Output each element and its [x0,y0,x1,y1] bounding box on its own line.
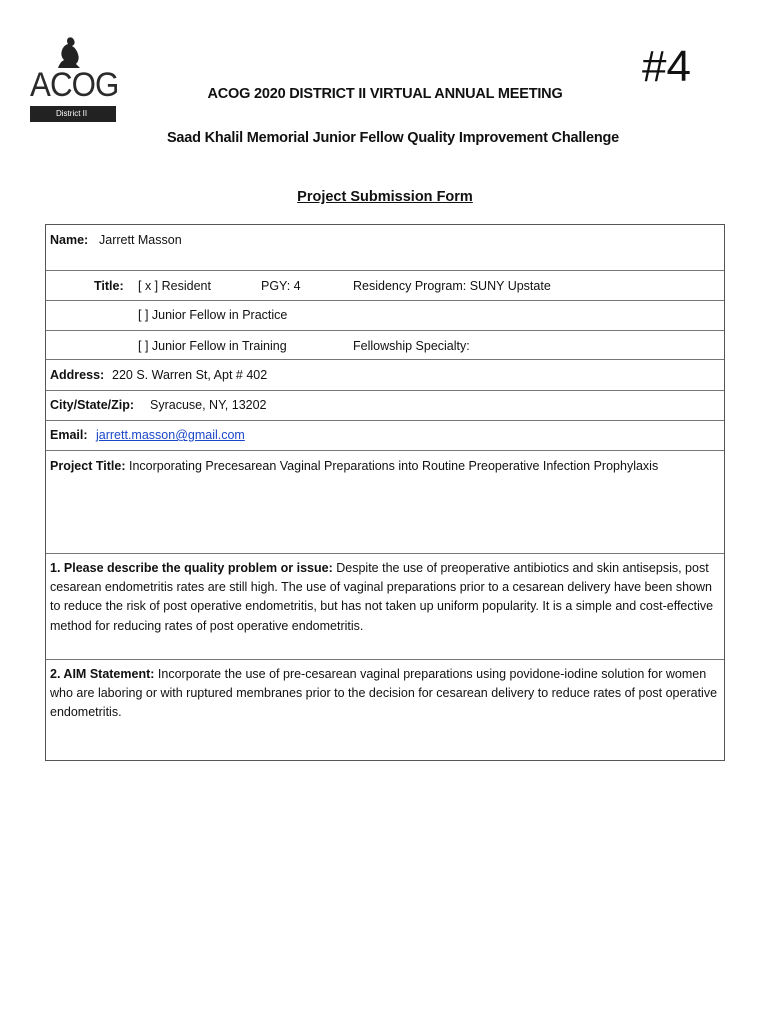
city-row [46,391,724,421]
aim-statement-text [50,665,718,723]
quality-problem-label: 1. Please describe the quality problem or issue: [50,561,333,575]
logo-wordmark: ACOG [30,66,119,104]
city-label: City/State/Zip: [50,398,135,412]
title-label: Title: [94,279,124,293]
pgy-value: PGY: 4 [261,279,301,293]
submission-number: #4 [642,42,691,91]
aim-statement-value: Incorporate the use of pre-cesarean vaginal preparations using povidone-iodine solution for women who are laboring or with ruptured membranes prior to the decision for cesarean delivery to reduce rates of post operative endometritis. [50,667,718,720]
logo-district: District II [30,106,116,122]
project-title-value: Incorporating Precesarean Vaginal Preparations into Routine Preoperative Infection Prophylaxis [128,459,659,473]
quality-problem-value: Despite the use of preoperative antibiotics and skin antisepsis, post cesarean endometritis rates are still high. The use of vaginal preparations prior to a cesarean delivery have been shown to reduce the risk of post operative endometritis, but has not taken up uniform popularity. It is a simple and cost-effective method for reducing rates of post operative endometritis. [50,561,714,633]
name-value: Jarrett Masson [99,233,182,247]
project-title-text [50,457,718,475]
aim-statement-row [46,660,724,760]
title-row [46,271,724,301]
name-row [46,225,724,271]
city-value: Syracuse, NY, 13202 [150,398,267,412]
address-label: Address: [50,368,105,382]
training-row [46,331,724,360]
address-row [46,360,724,391]
project-title-label: Project Title: [50,459,126,473]
email-label: Email: [50,428,88,442]
challenge-title: Saad Khalil Memorial Junior Fellow Quality Improvement Challenge [166,130,620,146]
meeting-title: ACOG 2020 DISTRICT II VIRTUAL ANNUAL MEETING [207,86,563,102]
project-title-row [46,451,724,554]
residency-program: Residency Program: SUNY Upstate [353,279,551,293]
submission-form [45,224,725,761]
name-label: Name: [50,233,89,247]
email-link[interactable]: jarrett.masson@gmail.com [96,428,245,442]
resident-option[interactable]: [ x ] Resident [138,279,211,293]
quality-problem-text [50,559,718,636]
quality-problem-row [46,554,724,660]
fellowship-specialty: Fellowship Specialty: [353,339,470,353]
acog-logo [30,36,119,124]
address-value: 220 S. Warren St, Apt # 402 [112,368,268,382]
statue-icon [56,36,86,70]
junior-training-option[interactable]: [ ] Junior Fellow in Training [138,339,287,353]
practice-row [46,301,724,331]
form-title: Project Submission Form [297,189,473,205]
email-row [46,421,724,451]
junior-practice-option[interactable]: [ ] Junior Fellow in Practice [138,308,288,322]
aim-statement-label: 2. AIM Statement: [50,667,155,681]
